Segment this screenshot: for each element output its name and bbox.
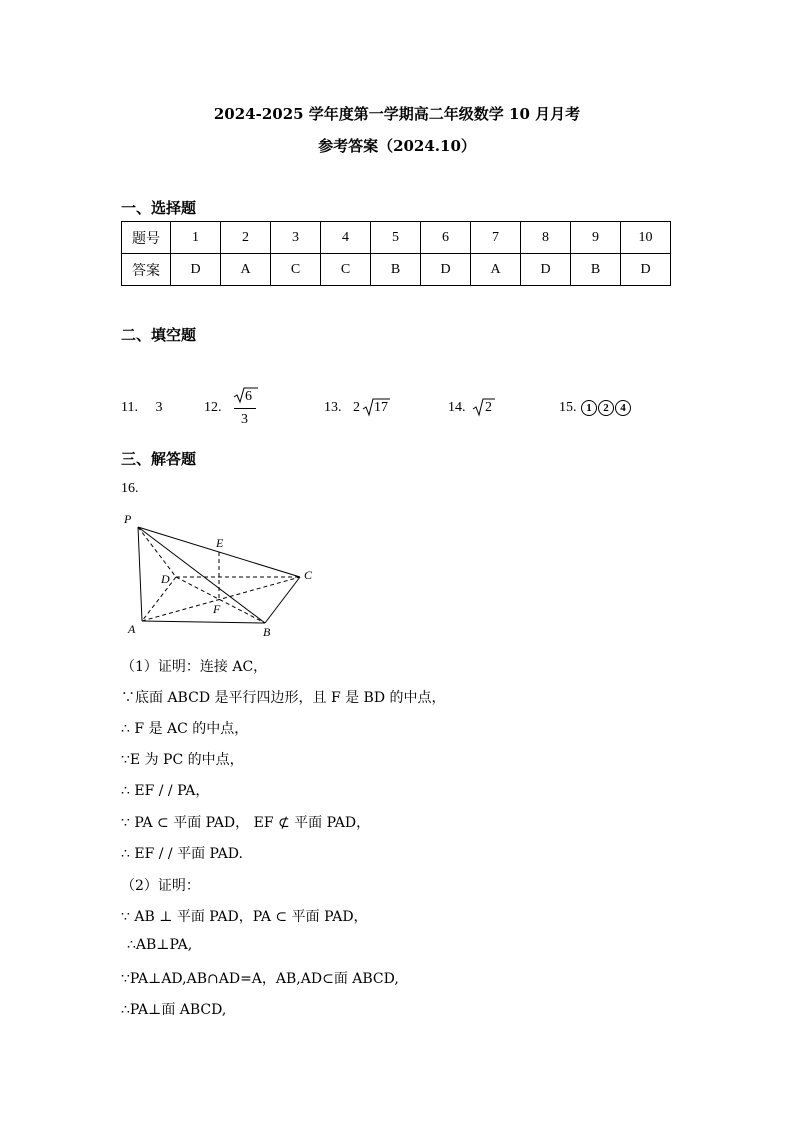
proof-line: ∴ EF / / PA，	[121, 783, 210, 799]
problem-number: 16.	[121, 481, 139, 496]
label-B: B	[263, 625, 271, 639]
item-number: 14.	[448, 400, 466, 415]
fill-item-15	[559, 400, 631, 416]
proof-line: ∴AB⊥PA,	[127, 937, 193, 953]
proof-line: ∵ AB ⊥ 平面 PAD，PA ⊂ 平面 PAD，	[121, 909, 368, 925]
label-F: F	[213, 602, 221, 616]
label-A: A	[128, 622, 136, 636]
table-row	[122, 222, 671, 254]
proof-line: ∵底面 ABCD 是平行四边形，且 F 是 BD 的中点，	[121, 690, 446, 706]
radicand: 17	[374, 400, 388, 415]
section-heading-fill: 二、填空题	[121, 326, 197, 344]
proof-line: ∴ EF / / 平面 PAD.	[121, 846, 243, 862]
table-cell: 8	[521, 222, 571, 254]
table-cell: D	[621, 254, 671, 286]
item-number: 13.	[324, 400, 342, 415]
table-row	[122, 254, 671, 286]
fill-item-12	[204, 400, 222, 416]
fraction-bar	[234, 408, 256, 409]
numerator-radicand: 6	[245, 389, 252, 404]
table-cell: 1	[171, 222, 221, 254]
circled-number: 4	[615, 400, 631, 416]
table-cell: D	[171, 254, 221, 286]
table-cell: D	[521, 254, 571, 286]
geometry-figure	[110, 505, 330, 645]
table-cell: B	[571, 254, 621, 286]
circled-number: 1	[581, 400, 597, 416]
table-cell: 2	[221, 222, 271, 254]
table-cell: 3	[271, 222, 321, 254]
section-heading-choice: 一、选择题	[121, 199, 197, 217]
item-number: 15.	[559, 400, 577, 415]
proof-line: ∵PA⊥AD,AB∩AD=A，AB,AD⊂面 ABCD,	[121, 971, 399, 987]
table-cell: 4	[321, 222, 371, 254]
table-cell: 9	[571, 222, 621, 254]
label-P: P	[124, 512, 132, 526]
table-row-label: 答案	[122, 254, 171, 286]
item-number: 12.	[204, 400, 222, 415]
table-row-label: 题号	[122, 222, 171, 254]
radicand: 2	[485, 400, 492, 415]
page-title: 2024-2025 学年度第一学期高二年级数学 10 月月考	[213, 105, 581, 123]
answer-table	[121, 221, 671, 286]
proof-line: （1）证明：连接 AC，	[121, 659, 268, 675]
denominator: 3	[241, 412, 248, 427]
sqrt-sign-icon	[472, 397, 496, 417]
table-cell: B	[371, 254, 421, 286]
label-C: C	[304, 568, 313, 582]
fill-item-13	[324, 400, 360, 416]
table-cell: C	[271, 254, 321, 286]
table-cell: A	[221, 254, 271, 286]
proof-line: （2）证明：	[121, 878, 200, 894]
table-cell: A	[471, 254, 521, 286]
item-answer: 3	[155, 400, 163, 415]
proof-line: ∴ F 是 AC 的中点，	[121, 721, 249, 737]
proof-line: ∴PA⊥面 ABCD,	[121, 1002, 227, 1018]
section-heading-solve: 三、解答题	[121, 450, 197, 468]
table-cell: 6	[421, 222, 471, 254]
table-cell: 5	[371, 222, 421, 254]
item-number: 11.	[121, 400, 138, 415]
circled-number: 2	[598, 400, 614, 416]
table-cell: 7	[471, 222, 521, 254]
sqrt-17	[362, 397, 390, 417]
item-coef: 2	[353, 400, 360, 415]
label-E: E	[216, 536, 224, 550]
table-cell: C	[321, 254, 371, 286]
table-cell: D	[421, 254, 471, 286]
fill-item-11	[121, 400, 162, 416]
proof-line: ∵ PA ⊂ 平面 PAD， EF ⊄ 平面 PAD，	[121, 815, 371, 831]
page-subtitle: 参考答案（2024.10）	[318, 137, 476, 155]
table-cell: 10	[621, 222, 671, 254]
proof-line: ∵E 为 PC 的中点，	[121, 752, 244, 768]
fill-item-14	[448, 400, 466, 416]
sqrt-2	[472, 397, 496, 417]
label-D: D	[161, 572, 170, 586]
